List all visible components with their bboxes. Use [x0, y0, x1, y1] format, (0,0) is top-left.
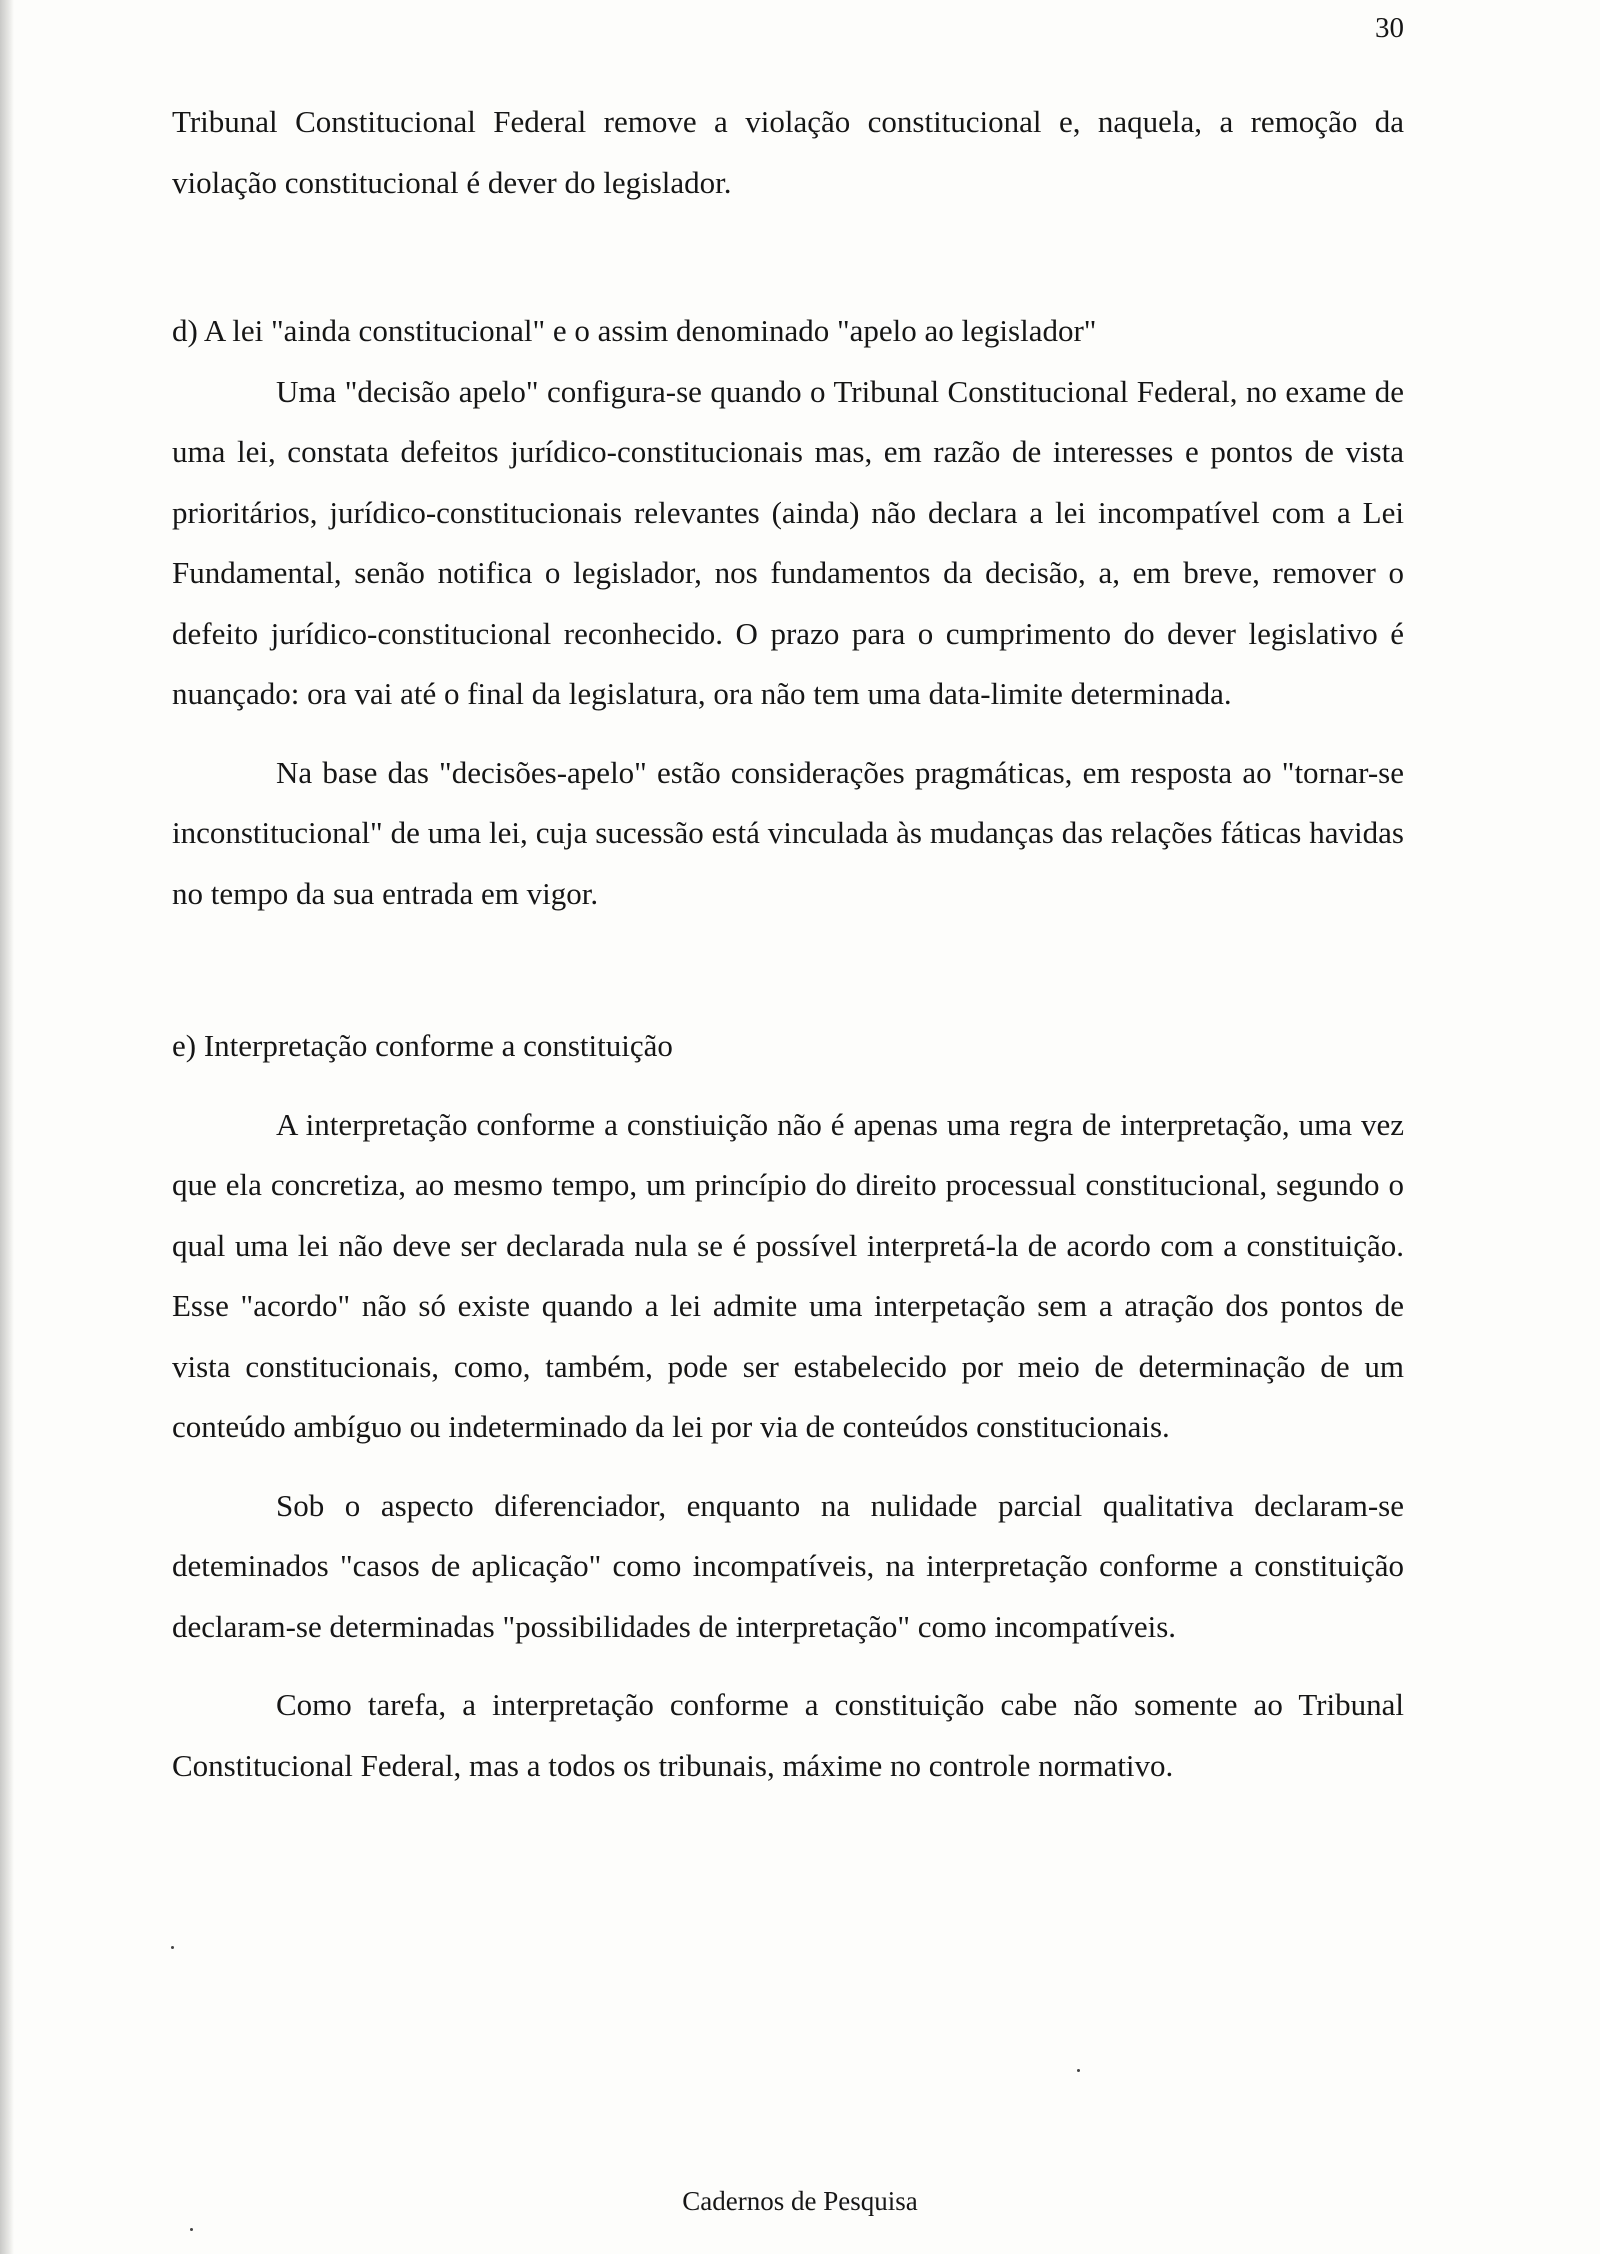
page-number: 30	[1375, 12, 1404, 44]
section-d-paragraph-1: Uma "decisão apelo" configura-se quando o Tribunal Constitucional Federal, no exame de uma lei, constata defeitos jurídico-constitucionais mas, em razão de interesses e pontos de vista prioritários, jurídico-constitucionais relevantes (ainda) não declara a lei incompatível com a Lei Fundamental, senão notifica o legislador, nos fundamentos da decisão, a, em breve, remover o defeito jurídico-constitucional reconhecido. O prazo para o cumprimento do dever legislativo é nuançado: ora vai até o final da legislatura, ora não tem uma data-limite determinada.	[172, 373, 1404, 711]
continuation-paragraph: Tribunal Constitucional Federal remove a violação constitucional e, naquela, a remoção da violação constitucional é dever do legislador.	[172, 104, 1404, 200]
scan-speck	[190, 2228, 193, 2231]
section-e-heading: e) Interpretação conforme a constituição	[172, 1028, 673, 1063]
section-d-heading: d) A lei "ainda constitucional" e o assim denominado "apelo ao legislador"	[172, 313, 1097, 348]
section-e-paragraph-1: A interpretação conforme a constiuição não é apenas uma regra de interpretação, uma vez que ela concretiza, ao mesmo tempo, um princípio do direito processual constitucional, segundo o qual uma lei não deve ser declarada nula se é possível interpretá-la de acordo com a constituição. Esse "acordo" não só existe quando a lei admite uma interpetação sem a atração dos pontos de vista constitucionais, como, também, pode ser estabelecido por meio de determinação de um conteúdo ambíguo ou indeterminado da lei por via de conteúdos constitucionais.	[172, 1106, 1404, 1444]
scan-speck	[1077, 2069, 1080, 2072]
scan-speck	[171, 1946, 174, 1949]
section-e-paragraph-2: Sob o aspecto diferenciador, enquanto na nulidade parcial qualitativa declaram-se deteminados "casos de aplicação" como incompatíveis, na interpretação conforme a constituição declaram-se determinadas "possibilidades de interpretação" como incompatíveis.	[172, 1487, 1404, 1644]
section-d-paragraph-2: Na base das "decisões-apelo" estão considerações pragmáticas, em resposta ao "tornar-se inconstitucional" de uma lei, cuja sucessão está vinculada às mudanças das relações fáticas havidas no tempo da sua entrada em vigor.	[172, 754, 1404, 911]
section-e-paragraph-3: Como tarefa, a interpretação conforme a constituição cabe não somente ao Tribunal Constitucional Federal, mas a todos os tribunais, máxime no controle normativo.	[172, 1687, 1404, 1783]
scan-shadow-edge	[0, 0, 14, 2254]
page-body	[172, 92, 1404, 1796]
page-footer: Cadernos de Pesquisa	[682, 2186, 918, 2216]
